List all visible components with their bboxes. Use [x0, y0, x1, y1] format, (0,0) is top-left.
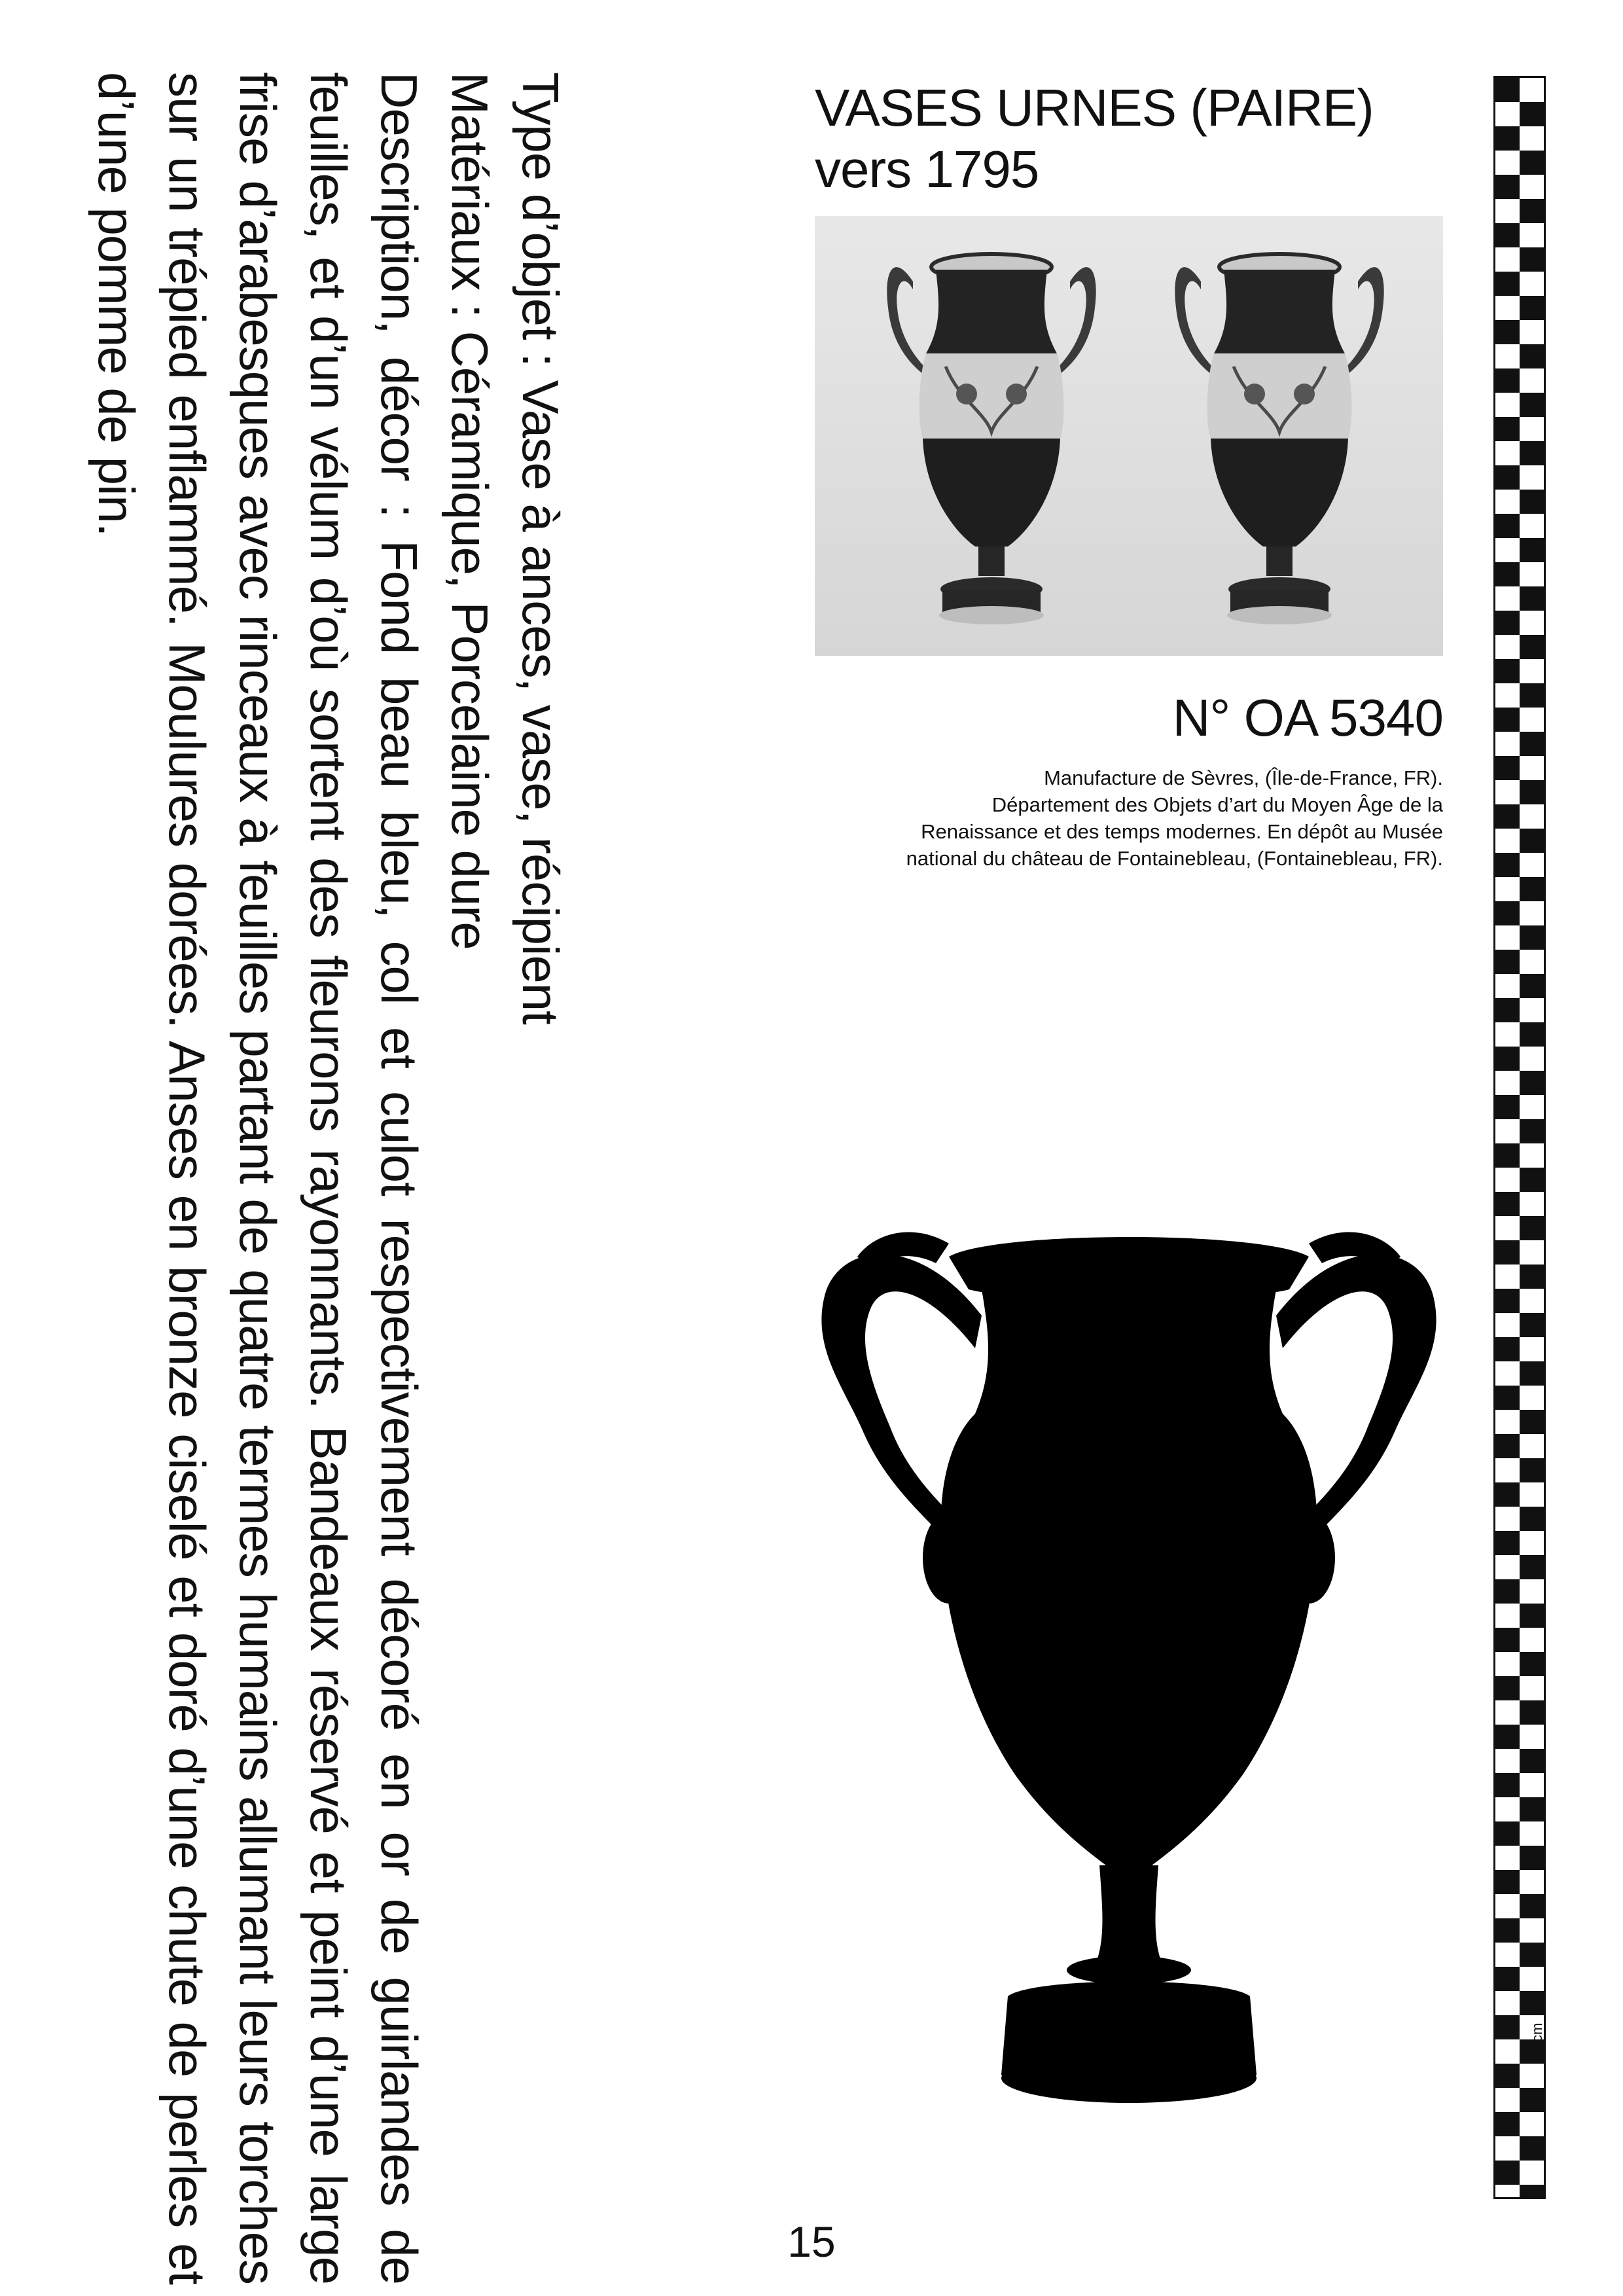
ruler-square — [1495, 1434, 1520, 1458]
caption-line: Renaissance et des temps modernes. En dépôt au Musée — [921, 820, 1443, 843]
inventory-block — [815, 687, 1443, 749]
ruler-square — [1520, 441, 1544, 465]
ruler-square — [1520, 102, 1544, 126]
inventory-number: N° OA 5340 — [1172, 689, 1443, 747]
ruler-square — [1495, 175, 1520, 199]
ruler-square — [1495, 659, 1520, 683]
ruler-square — [1520, 1168, 1544, 1192]
ruler-square — [1495, 223, 1520, 247]
ruler-square — [1520, 1410, 1544, 1434]
ruler-square — [1520, 1749, 1544, 1773]
ruler-square — [1520, 344, 1544, 368]
vases-photograph — [815, 216, 1443, 656]
ruler-square — [1495, 1095, 1520, 1119]
ruler-square — [1495, 1386, 1520, 1410]
ruler-square — [1520, 2039, 1544, 2064]
decor-description: Description, décor : Fond beau bleu, col et culot respectivement décoré en or de guirlandes de feuilles, et d’un vélum d’où sortent des fleurons rayonnants. Bandeaux réservé et peint d’une large frise d’arabesques avec rinceaux à feuilles partant de quatre termes humains allumant leurs torches sur un trépied enflammé. Moulures dorées. Anses en bronze ciselé et doré d’une chute de perles et d’une pomme de pin. — [88, 72, 428, 2284]
ruler-square — [1495, 272, 1520, 296]
ruler-square — [1495, 1337, 1520, 1361]
caption-line: Manufacture de Sèvres, (Île-de-France, FR). — [1044, 766, 1443, 789]
ruler-square — [1495, 2112, 1520, 2136]
ruler-square — [1520, 199, 1544, 223]
ruler-square — [1520, 780, 1544, 804]
ruler-square — [1520, 829, 1544, 853]
ruler-square — [1495, 417, 1520, 441]
description-column — [0, 72, 576, 2284]
ruler-square — [1495, 2064, 1520, 2088]
ruler-square — [1495, 1289, 1520, 1313]
ruler-square — [1495, 1192, 1520, 1216]
ruler-square — [1520, 1313, 1544, 1337]
vases-photo-illustration — [815, 216, 1443, 656]
ruler-square — [1520, 1216, 1544, 1240]
ruler-square — [1495, 1579, 1520, 1604]
vase-silhouette-icon — [785, 1217, 1472, 2134]
ruler-square — [1520, 925, 1544, 950]
ruler-square — [1495, 514, 1520, 538]
materials: Matériaux : Céramique, Porcelaine dure — [441, 72, 499, 950]
ruler-square — [1520, 151, 1544, 175]
ruler-square — [1495, 1240, 1520, 1265]
ruler-square — [1520, 1894, 1544, 1918]
ruler-square — [1520, 1071, 1544, 1095]
ruler-square — [1495, 1143, 1520, 1168]
ruler-square — [1520, 1943, 1544, 1967]
ruler-value: 50 — [1529, 2094, 1545, 2111]
ruler-square — [1495, 1870, 1520, 1894]
ruler-square — [1495, 1531, 1520, 1555]
ruler-square — [1520, 393, 1544, 417]
ruler-square — [1520, 296, 1544, 320]
ruler-square — [1495, 901, 1520, 925]
page-title: VASES URNES (PAIRE) — [815, 79, 1374, 137]
ruler-square — [1495, 1676, 1520, 1700]
ruler-square — [1495, 1773, 1520, 1797]
ruler-square — [1520, 635, 1544, 659]
ruler-square — [1520, 1555, 1544, 1579]
ruler-square — [1495, 2015, 1520, 2039]
ruler-square — [1520, 1119, 1544, 1143]
object-type: Type d’objet : Vase à ances, vase, récipient — [512, 72, 569, 1024]
ruler-checker-pattern — [1495, 78, 1544, 2197]
ruler-square — [1520, 1797, 1544, 1821]
ruler-square — [1495, 368, 1520, 393]
ruler-square — [1520, 1265, 1544, 1289]
date: vers 1795 — [815, 140, 1039, 198]
ruler-square — [1520, 586, 1544, 611]
ruler-square — [1520, 877, 1544, 901]
ruler-square — [1520, 538, 1544, 562]
description-text — [81, 72, 576, 2284]
title-block — [815, 77, 1469, 200]
caption — [795, 764, 1443, 872]
ruler-square — [1495, 1967, 1520, 1991]
ruler-square — [1520, 1507, 1544, 1531]
ruler-square — [1495, 1047, 1520, 1071]
ruler-square — [1495, 78, 1520, 102]
ruler-square — [1520, 1700, 1544, 1725]
vase-silhouette — [785, 1217, 1472, 2134]
ruler-unit: cm — [1529, 2022, 1545, 2042]
ruler-square — [1495, 1918, 1520, 1943]
ruler-square — [1495, 1628, 1520, 1652]
ruler-square — [1520, 683, 1544, 708]
ruler-square — [1520, 974, 1544, 998]
ruler-square — [1495, 853, 1520, 877]
ruler-square — [1520, 2185, 1544, 2197]
ruler-square — [1495, 465, 1520, 490]
ruler-square — [1520, 1022, 1544, 1047]
ruler-square — [1520, 732, 1544, 756]
page-number: 15 — [787, 2217, 836, 2266]
ruler-square — [1520, 1361, 1544, 1386]
ruler-square — [1495, 1725, 1520, 1749]
ruler-square — [1520, 1458, 1544, 1482]
ruler-square — [1520, 1652, 1544, 1676]
caption-line: national du château de Fontainebleau, (Fontainebleau, FR). — [906, 847, 1443, 870]
ruler-square — [1520, 1604, 1544, 1628]
ruler-square — [1520, 1846, 1544, 1870]
ruler-square — [1520, 1991, 1544, 2015]
ruler-square — [1495, 756, 1520, 780]
ruler-square — [1495, 611, 1520, 635]
ruler-square — [1495, 1821, 1520, 1846]
ruler-square — [1520, 247, 1544, 272]
ruler-square — [1495, 804, 1520, 829]
ruler-square — [1520, 2136, 1544, 2161]
ruler-square — [1495, 2161, 1520, 2185]
ruler-square — [1495, 126, 1520, 151]
ruler-square — [1495, 998, 1520, 1022]
ruler-square — [1495, 950, 1520, 974]
ruler-square — [1495, 1482, 1520, 1507]
ruler-square — [1495, 562, 1520, 586]
ruler-square — [1495, 708, 1520, 732]
caption-line: Département des Objets d’art du Moyen Âge de la — [991, 793, 1443, 816]
scale-ruler — [1493, 76, 1546, 2199]
ruler-square — [1495, 320, 1520, 344]
ruler-square — [1520, 490, 1544, 514]
